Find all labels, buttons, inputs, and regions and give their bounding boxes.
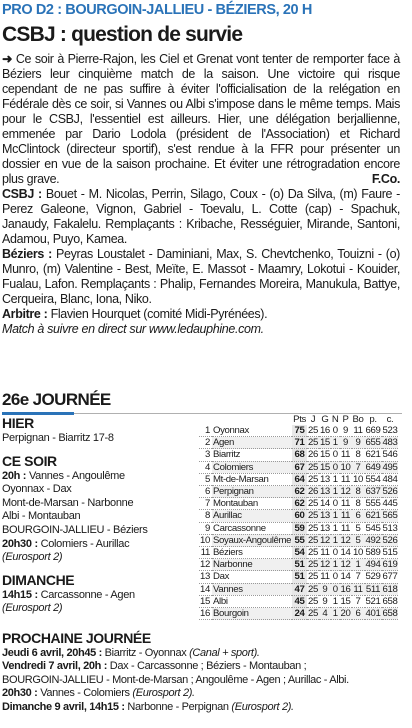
stat-cell: 1 [332, 534, 338, 546]
stat-cell: 618 [382, 583, 398, 595]
points-cell: 45 [292, 595, 307, 607]
standings-row [199, 559, 398, 571]
stat-cell: 13 [319, 473, 330, 485]
points-cell: 62 [292, 498, 307, 510]
fixture-line [2, 647, 407, 661]
stat-cell: 1 [332, 559, 338, 571]
stat-cell: 8 [352, 449, 365, 461]
article-footer: Match à suivre en direct sur www.ledauphine.com. [2, 322, 264, 336]
stat-cell: 526 [382, 534, 398, 546]
schedule-line [2, 551, 202, 565]
stat-cell: 0 [332, 583, 338, 595]
rank-cell: 6 [199, 486, 212, 498]
fixture-broadcast: (Canal + sport). [189, 646, 260, 659]
column-header: P [342, 413, 349, 425]
standings-row [199, 425, 398, 437]
standings-row [199, 522, 398, 534]
beziers-lineup-text: Peyras Loustalet - Daminiani, Max, S. Chevtchenko, Touizni - (o) Munro, (m) Valentine - Best, Meïte, E. Massot - Maamry, Lokotui - Kouider, Fualau, Lafon. Remplaçants : Phalip, Fernandes Moreira, Manukula, Battye, Cerqueira, Blanc, Iona, Niko. [2, 247, 400, 306]
column-header: c. [386, 413, 394, 425]
column-header: J [310, 413, 316, 425]
stat-cell: 0 [332, 425, 338, 436]
column-header: G [321, 413, 329, 425]
hier-title: HIER [2, 415, 34, 431]
stat-cell: 15 [319, 437, 330, 449]
rank-cell: 13 [200, 571, 210, 583]
rank-cell: 12 [200, 559, 210, 571]
stat-cell: 4 [319, 608, 331, 620]
stat-cell: 621 [365, 510, 381, 522]
rank-cell: 8 [199, 510, 212, 522]
rank-cell: 5 [199, 473, 212, 485]
team-cell: Biarritz [212, 449, 292, 461]
stat-cell: 658 [382, 608, 398, 620]
schedule-match: Albi - Montauban [2, 510, 81, 523]
fixture-match: Dax - Carcassonne ; Béziers - Montauban ; [109, 660, 307, 673]
result-line: Perpignan - Biarritz 17-8 [2, 431, 114, 444]
schedule-match: Oyonnax - Dax [2, 483, 72, 496]
points-cell: 71 [292, 437, 307, 449]
stat-cell: 26 [307, 449, 318, 461]
stat-cell: 1 [332, 486, 338, 498]
team-cell: Perpignan [212, 486, 292, 498]
schedule-time: 20h : [2, 469, 27, 482]
stat-cell: 0 [332, 571, 338, 583]
column-header: N [331, 413, 339, 425]
stat-cell: 9 [319, 583, 331, 595]
points-cell: 51 [292, 559, 307, 571]
stat-cell: 677 [382, 571, 398, 583]
stat-cell: 9 [340, 437, 352, 449]
schedule-match: (Eurosport 2) [2, 551, 63, 564]
schedule-line [2, 589, 202, 603]
article-intro [2, 52, 400, 187]
fixture-match: BOURGOIN-JALLIEU - Mont-de-Marsan ; Angoulême - Agen ; Aurillac - Albi. [2, 673, 349, 686]
stat-cell: 0 [332, 547, 338, 559]
points-cell: 59 [292, 522, 307, 534]
dimanche-title: DIMANCHE [2, 572, 75, 588]
stat-cell: 655 [365, 437, 381, 449]
rank-cell: 16 [200, 608, 210, 620]
team-cell: Aurillac [212, 510, 292, 522]
schedule-line [2, 524, 202, 538]
stat-cell: 9 [340, 425, 352, 437]
stat-cell: 25 [307, 534, 318, 546]
stat-cell: 10 [340, 461, 351, 473]
stat-cell: 14 [319, 498, 330, 510]
stat-cell: 9 [319, 595, 331, 607]
stat-cell: 12 [340, 559, 351, 571]
stat-cell: 7 [352, 595, 365, 607]
csbj-lineup-text: Bouet - M. Nicolas, Perrin, Silago, Coux - (o) Da Silva, (m) Faure - Perez Galeone, Vignon, Gabriel - Toevalu, L. Cotte (cap) - Spachuk, Janaudy, Fakalelu. Remplaçants : Kribache, Rességuier, Mirande, Santoni, Adamou, Puyo, Kamea. [2, 187, 400, 246]
stat-cell: 1 [332, 510, 338, 522]
team-cell: Oyonnax [212, 425, 292, 437]
csbj-label: CSBJ : [2, 187, 42, 201]
stat-cell: 25 [307, 473, 318, 485]
standings-row [199, 571, 398, 583]
stat-cell: 25 [307, 571, 318, 583]
fixture-line [2, 701, 407, 715]
stat-cell: 12 [340, 534, 351, 546]
standings-row [199, 583, 398, 595]
points-cell: 24 [292, 608, 307, 620]
stat-cell: 8 [352, 498, 365, 510]
stat-cell: 25 [307, 583, 318, 595]
fixture-match: Biarritz - Oyonnax [104, 646, 187, 659]
stat-cell: 25 [307, 547, 318, 559]
team-cell: Soyaux-Angoulême [213, 534, 292, 546]
column-header: p. [369, 413, 377, 425]
schedule-time: 20h30 : [2, 537, 38, 550]
schedule-match: Colomiers - Aurillac [40, 537, 130, 550]
standings-row [199, 608, 398, 620]
stat-cell: 546 [382, 449, 398, 461]
fixture-line [2, 660, 407, 674]
stat-cell: 12 [340, 486, 351, 498]
stat-cell: 25 [307, 437, 318, 449]
stat-cell: 554 [365, 473, 381, 485]
stat-cell: 14 [340, 571, 351, 583]
stat-cell: 9 [352, 437, 365, 449]
fixture-line [2, 674, 407, 688]
stat-cell: 10 [353, 473, 364, 485]
stat-cell: 0 [332, 449, 338, 461]
standings-row [199, 510, 398, 522]
schedule-match: (Eurosport 2) [2, 602, 63, 615]
stat-cell: 484 [382, 473, 398, 485]
prochaine-title: PROCHAINE JOURNÉE [2, 630, 151, 646]
fixture-match: Narbonne - Perpignan [127, 700, 229, 713]
points-cell: 64 [292, 473, 307, 485]
dimanche-lines [2, 589, 202, 616]
points-cell: 62 [292, 486, 307, 498]
stat-cell: 565 [382, 510, 398, 522]
ce-soir-title: CE SOIR [2, 453, 57, 469]
stat-cell: 16 [319, 425, 330, 436]
fixture-date: Vendredi 7 avril, 20h : [2, 660, 108, 673]
rank-cell: 10 [200, 534, 210, 546]
stat-cell: 25 [307, 461, 318, 473]
stat-cell: 11 [320, 547, 330, 559]
points-cell: 75 [292, 425, 307, 437]
rank-cell: 3 [199, 449, 212, 461]
team-cell: Agen [212, 437, 292, 449]
stat-cell: 589 [365, 547, 381, 559]
schedule-line [2, 483, 202, 497]
stat-cell: 11 [340, 498, 351, 510]
fixture-match: Vannes - Colomiers [40, 687, 130, 700]
rank-cell: 11 [200, 547, 210, 559]
standings-row [199, 461, 398, 473]
stat-cell: 521 [365, 595, 381, 607]
stat-cell: 12 [319, 534, 330, 546]
standings-row [199, 449, 398, 461]
team-cell: Vannes [212, 583, 292, 595]
stat-cell: 492 [365, 534, 381, 546]
stat-cell: 515 [382, 547, 398, 559]
team-cell: Narbonne [212, 559, 292, 571]
stat-cell: 526 [382, 486, 398, 498]
stat-cell: 11 [353, 425, 363, 436]
stat-cell: 529 [365, 571, 381, 583]
stat-cell: 7 [352, 461, 365, 473]
fixture-broadcast: (Eurosport 2). [231, 700, 294, 713]
stat-cell: 649 [365, 461, 381, 473]
stat-cell: 12 [319, 559, 330, 571]
arbitre [2, 307, 400, 322]
stat-cell: 1 [332, 608, 338, 620]
arbitre-label: Arbitre : [2, 307, 48, 321]
stat-cell: 26 [307, 486, 318, 498]
section-title-text: 26e JOURNÉE [2, 390, 111, 409]
team-cell: Béziers [212, 547, 292, 559]
stat-cell: 523 [382, 425, 398, 436]
stat-cell: 13 [319, 486, 330, 498]
schedule-time: 14h15 : [2, 588, 38, 601]
stat-cell: 11 [340, 473, 351, 485]
points-cell: 60 [292, 510, 307, 522]
csbj-lineup [2, 187, 400, 247]
schedule-match: Carcassonne - Agen [40, 588, 135, 601]
schedule-match: Mont-de-Marsan - Narbonne [2, 496, 134, 509]
stat-cell: 637 [365, 486, 381, 498]
arbitre-text: Flavien Hourquet (comité Midi-Pyrénées). [50, 307, 268, 321]
team-cell: Montauban [212, 498, 292, 510]
rank-cell: 1 [199, 425, 212, 437]
stat-cell: 495 [382, 461, 398, 473]
stat-cell: 621 [365, 449, 381, 461]
fixture-date: Dimanche 9 avril, 14h15 : [2, 700, 125, 713]
stat-cell: 5 [352, 534, 365, 546]
stat-cell: 513 [382, 522, 398, 534]
team-cell: Colomiers [212, 461, 292, 473]
stat-cell: 14 [340, 547, 351, 559]
section-title [2, 390, 402, 414]
points-cell: 55 [292, 534, 307, 546]
team-cell: Carcassonne [212, 522, 292, 534]
stat-cell: 511 [365, 583, 381, 595]
article-body [2, 52, 400, 337]
stat-cell: 16 [340, 583, 351, 595]
stat-cell: 555 [365, 498, 381, 510]
schedule-match: Vannes - Angoulême [28, 469, 125, 482]
prochaine-lines [2, 647, 407, 715]
fixture-date: 20h30 : [2, 687, 38, 700]
beziers-label: Béziers : [2, 247, 52, 261]
stat-cell: 11 [340, 449, 351, 461]
headline: CSBJ : question de survie [2, 23, 243, 46]
rank-cell: 14 [200, 583, 210, 595]
standings-row [199, 595, 398, 607]
stat-cell: 25 [307, 510, 318, 522]
schedule-line [2, 510, 202, 524]
rank-cell: 4 [199, 461, 212, 473]
standings-table [199, 413, 398, 620]
stat-cell: 1 [332, 437, 338, 449]
stat-cell: 619 [382, 559, 398, 571]
stat-cell: 15 [319, 461, 330, 473]
points-cell: 54 [292, 547, 307, 559]
stat-cell: 658 [382, 595, 398, 607]
standings-row [199, 437, 398, 449]
team-cell: Bourgoin [212, 608, 292, 620]
schedule-match: BOURGOIN-JALLIEU - Béziers [2, 523, 148, 536]
stat-cell: 15 [319, 449, 330, 461]
stat-cell: 13 [319, 522, 330, 534]
kicker: PRO D2 : BOURGOIN-JALLIEU - BÉZIERS, 20 H [2, 2, 312, 18]
stat-cell: 494 [365, 559, 381, 571]
stat-cell: 25 [307, 559, 318, 571]
points-cell: 68 [292, 449, 307, 461]
signature: F.Co. [371, 172, 400, 186]
stat-cell: 25 [307, 595, 318, 607]
fixture-line [2, 687, 407, 701]
column-header: Pts [293, 413, 306, 425]
beziers-lineup [2, 247, 400, 307]
standings-row [199, 498, 398, 510]
rank-cell: 15 [200, 595, 210, 607]
prochaine-block [2, 632, 407, 715]
stat-cell: 25 [307, 498, 318, 510]
schedule-line [2, 538, 202, 552]
intro-text: Ce soir à Pierre-Rajon, les Ciel et Grenat vont tenter de remporter face à Béziers leur cinquième match de la saison. Une victoire qui risque cependant de ne pas suffire à éviter l'officialisation de la relégation en Fédérale dès ce soir, si Vannes ou Albi s'impose dans le même temps. Mais pour le CSBJ, l'essentiel est ailleurs. Hier, une délégation berjallienne, emmenée par Dario Lodola (président de l'Association) et Richard McClintock (directeur sportif), s'est rendue à la FFR pour présenter un dossier en vue de la saison prochaine. Et éviter une rétrogradation encore plus grave. [2, 52, 401, 186]
stat-cell: 0 [332, 461, 338, 473]
stat-cell: 13 [319, 510, 330, 522]
stat-cell: 25 [307, 522, 318, 534]
stat-cell: 20 [340, 608, 351, 620]
stat-cell: 11 [353, 583, 363, 595]
ce-soir-lines [2, 470, 202, 565]
stat-cell: 25 [307, 608, 318, 620]
fixture-date: Jeudi 6 avril, 20h45 : [2, 646, 102, 659]
stat-cell: 545 [365, 522, 381, 534]
stat-cell: 8 [352, 486, 365, 498]
points-cell: 47 [292, 583, 307, 595]
fixture-broadcast: (Eurosport 2). [132, 687, 195, 700]
stat-cell: 15 [340, 595, 351, 607]
stat-cell: 5 [352, 522, 365, 534]
ce-soir-block [2, 455, 202, 565]
stat-cell: 1 [332, 473, 338, 485]
stat-cell: 25 [307, 425, 318, 436]
standings-row [199, 547, 398, 559]
rank-cell: 9 [199, 522, 212, 534]
dimanche-block [2, 574, 202, 616]
team-cell: Dax [212, 571, 292, 583]
stat-cell: 11 [340, 510, 351, 522]
rank-cell: 2 [199, 437, 212, 449]
stat-cell: 669 [365, 425, 381, 436]
hier-block [2, 417, 202, 445]
schedule-line [2, 602, 202, 616]
stat-cell: 483 [382, 437, 398, 449]
stat-cell: 1 [352, 559, 365, 571]
stat-cell: 11 [340, 522, 351, 534]
points-cell: 51 [292, 571, 307, 583]
team-cell: Albi [212, 595, 292, 607]
standings-row [199, 486, 398, 498]
stat-cell: 11 [320, 571, 330, 583]
points-cell: 67 [292, 461, 307, 473]
stat-cell: 10 [353, 547, 364, 559]
stat-cell: 6 [352, 608, 365, 620]
standings-header [199, 413, 398, 425]
team-cell: Mt-de-Marsan [212, 473, 292, 485]
stat-cell: 445 [382, 498, 398, 510]
column-header: Bo [352, 413, 364, 425]
schedule-line [2, 470, 202, 484]
schedule-line [2, 497, 202, 511]
stat-cell: 401 [365, 608, 381, 620]
standings-row [199, 534, 398, 546]
stat-cell: 6 [352, 510, 365, 522]
stat-cell: 1 [332, 595, 338, 607]
rank-cell: 7 [199, 498, 212, 510]
stat-cell: 7 [352, 571, 365, 583]
stat-cell: 1 [332, 522, 338, 534]
arrow-icon: ➜ [2, 52, 16, 66]
standings-row [199, 473, 398, 485]
stat-cell: 0 [332, 498, 338, 510]
